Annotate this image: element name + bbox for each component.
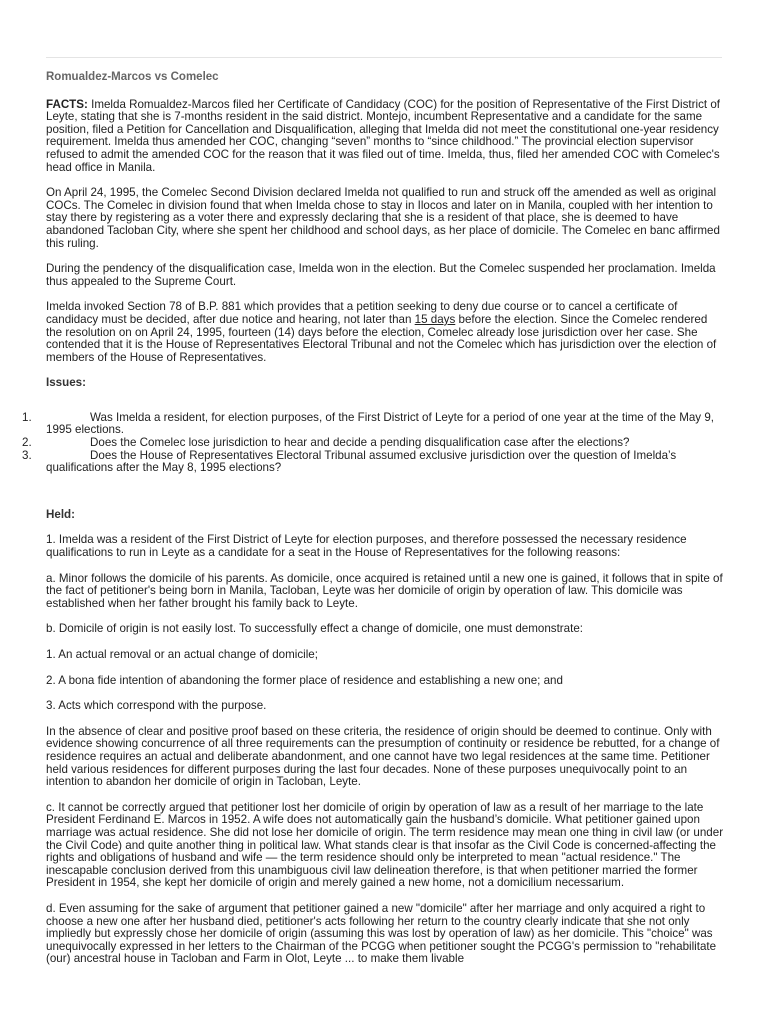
facts-paragraph-3: During the pendency of the disqualification case, Imelda won in the election. But the Comelec suspended her proclamation. Imelda thus appealed to the Supreme Court. xyxy=(46,262,716,288)
issue-number: 1. xyxy=(22,410,32,424)
facts-label: FACTS: xyxy=(46,97,88,111)
issue-item xyxy=(0,412,726,437)
issue-number: 3. xyxy=(22,448,32,462)
held-heading: Held: xyxy=(46,507,75,521)
facts-p4-end: before the election. Since the Comelec rendered the resolution on on April 24, 1995, fourteen (14) days before the election, Comelec already lose jurisdiction over her case. She contended that it is the House of Representatives Electoral Tribunal and not the Comelec which has jurisdiction over the election of members of the House of Representatives. xyxy=(46,312,717,364)
facts-text: Imelda Romualdez-Marcos filed her Certificate of Candidacy (COC) for the position of Representative of the First District of Leyte, stating that she is 7-months resident in the said district. Montejo, incumbent Representative and a candidate for the same position, filed a Petition for Cancellation and Disqualification, alleging that Imelda did not meet the constitutional one-year residency requirement. Imelda thus amended her COC, changing “seven” months to “since childhood.” The provincial election supervisor refused to admit the amended COC for the reason that it was filed out of time. Imelda, thus, filed her amended COC with Comelec's head office in Manila. xyxy=(46,97,720,174)
facts-p4-start: Imelda invoked Section 78 of B.P. 881 which provides that a petition seeking to deny due course or to cancel a certificate of candidacy must be decided, after due notice and hearing, not later than xyxy=(46,300,678,326)
issue-text: Does the Comelec lose jurisdiction to hear and decide a pending disqualification case after the elections? xyxy=(90,436,630,450)
held-paragraph-a: a. Minor follows the domicile of his parents. As domicile, once acquired is retained until a new one is gained, it follows that in spite of the fact of petitioner's being born in Manila, Tacloban, Leyte was her domicile of origin by operation of law. This domicile was established when her father brought his family back to Leyte. xyxy=(46,571,723,610)
document-title: Romualdez-Marcos vs Comelec xyxy=(46,71,219,83)
issue-text: Was Imelda a resident, for election purposes, of the First District of Leyte for a period of one year at the time of the May 9, 1995 elections. xyxy=(46,410,714,437)
issue-number: 2. xyxy=(22,436,32,450)
held-paragraph-1: 1. Imelda was a resident of the First District of Leyte for election purposes, and therefore possessed the necessary residence qualifications to run in Leyte as a candidate for a seat in the House of Representatives for the following reasons: xyxy=(46,533,687,560)
issue-item xyxy=(0,437,726,450)
held-paragraph-d: d. Even assuming for the sake of argument that petitioner gained a new "domicile" after her marriage and only acquired a right to choose a new one after her husband died, petitioner's acts following her return to the country clearly indicate that she not only impliedly but expressly chose her domicile of origin (assuming this was lost by operation of law) as her domicile. This "choice" was unequivocally expressed in her letters to the Chairman of the PCGG when petitioner sought the PCGG's permission to "rehabilitate (our) ancestral house in Tacloban and Farm in Olot, Leyte ... to make them livable xyxy=(46,901,717,966)
document-body xyxy=(22,71,726,979)
facts-paragraph-4 xyxy=(46,301,726,364)
requirement-1: 1. An actual removal or an actual change of domicile; xyxy=(46,648,318,661)
issues-list xyxy=(0,412,726,475)
issue-item xyxy=(0,450,726,475)
requirement-3: 3. Acts which correspond with the purpose. xyxy=(46,699,267,713)
requirement-2: 2. A bona fide intention of abandoning the former place of residence and establishing a new one; and xyxy=(46,673,563,687)
held-paragraph-absence: In the absence of clear and positive proof based on these criteria, the residence of origin should be deemed to continue. Only with evidence showing concurrence of all three requirements can the presumption of continuity or residence be rebutted, for a change of residence requires an actual and deliberate abandonment, and one cannot have two legal residences at the same time. Petitioner held various residences for different purposes during the last four decades. None of these purposes unequivocally point to an intention to abandon her domicile of origin in Tacloban, Leyte. xyxy=(46,724,720,789)
issue-text: Does the House of Representatives Electoral Tribunal assumed exclusive jurisdiction over the question of Imelda’s qualifications after the May 8, 1995 elections? xyxy=(46,448,677,475)
held-paragraph-c: c. It cannot be correctly argued that petitioner lost her domicile of origin by operation of law as a result of her marriage to the late President Ferdinand E. Marcos in 1952. A wife does not automatically gain the husband’s domicile. What petitioner gained upon marriage was actual residence. She did not lose her domicile of origin. The term residence may mean one thing in civil law (or under the Civil Code) and quite another thing in political law. What stands clear is that insofar as the Civil Code is concerned-affecting the rights and obligations of husband and wife — the term residence should only be interpreted to mean "actual residence." The inescapable conclusion derived from this unambiguous civil law delineation therefore, is that when petitioner married the former President in 1954, she kept her domicile of origin and merely gained a new home, not a domicilium necessarium. xyxy=(46,800,724,890)
facts-paragraph-2: On April 24, 1995, the Comelec Second Division declared Imelda not qualified to run and struck off the amended as well as original COCs. The Comelec in division found that when Imelda chose to stay in Ilocos and later on in Manila, coupled with her intention to stay there by registering as a voter there and expressly declaring that she is a resident of that place, she is deemed to have abandoned Tacloban City, where she spent her childhood and school days, as her place of domicile. The Comelec en banc affirmed this ruling. xyxy=(46,186,720,250)
issues-heading: Issues: xyxy=(46,376,86,390)
fifteen-days-underlined: 15 days xyxy=(414,312,456,326)
top-divider xyxy=(46,57,722,58)
facts-paragraph-1 xyxy=(46,99,726,175)
held-paragraph-b: b. Domicile of origin is not easily lost. To successfully effect a change of domicile, one must demonstrate: xyxy=(46,622,584,636)
